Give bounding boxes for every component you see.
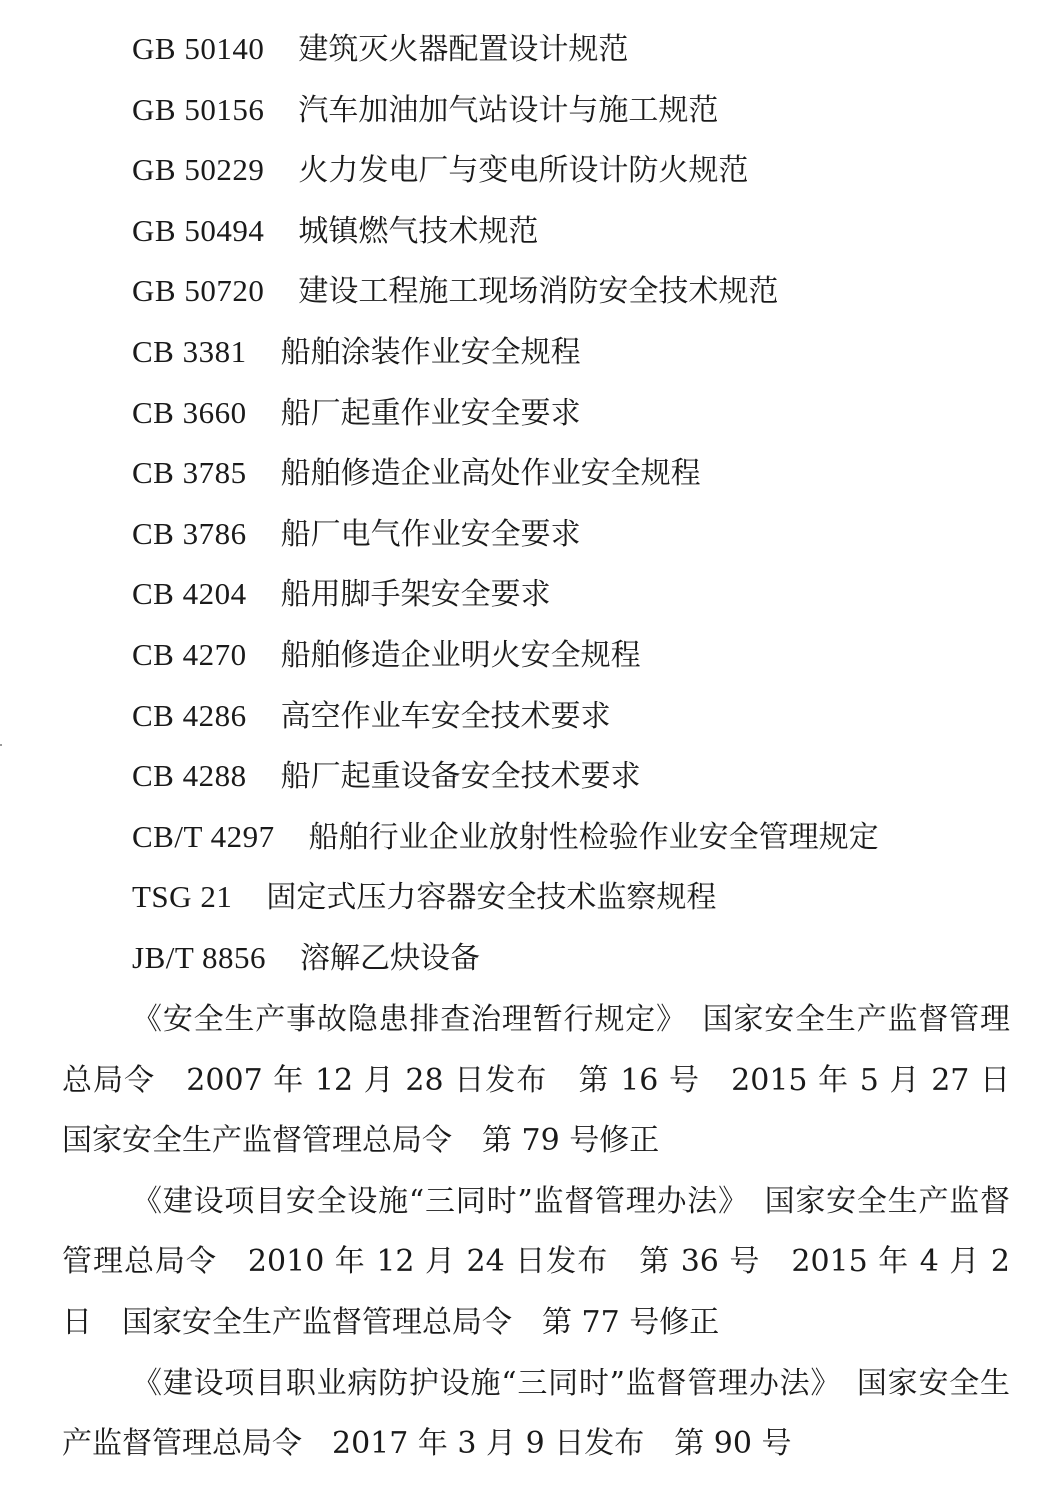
standard-row <box>132 80 1032 141</box>
standard-title: 船厂起重设备安全技术要求 <box>280 759 641 795</box>
standard-title: 船舶行业企业放射性检验作业安全管理规定 <box>308 819 879 855</box>
standard-code: CB/T 4297 <box>132 818 275 854</box>
regulation-paragraph: 《建设项目安全设施“三同时”监督管理办法》 国家安全生产监督管理总局令 2010 年 12 月 24 日发布 第 36 号 2015 年 4 月 2 日 国家安全生产监督管理总局令 第 77 号修正 <box>62 1183 1010 1340</box>
standard-code: CB 4204 <box>132 576 247 612</box>
standard-code: CB 4270 <box>132 636 247 672</box>
standard-row <box>132 383 1032 444</box>
standard-code: GB 50229 <box>132 152 265 188</box>
standard-code: JB/T 8856 <box>132 939 266 975</box>
standard-title: 火力发电厂与变电所设计防火规范 <box>298 153 749 189</box>
regulation-paragraph: 《建设项目职业病防护设施“三同时”监督管理办法》 国家安全生产监督管理总局令 2017 年 3 月 9 日发布 第 90 号 <box>62 1365 1010 1462</box>
standard-title: 船舶修造企业明火安全规程 <box>280 637 641 673</box>
standard-title: 城镇燃气技术规范 <box>298 213 539 249</box>
standard-row <box>132 564 1032 625</box>
standard-row <box>132 19 1032 80</box>
standard-code: GB 50720 <box>132 273 265 309</box>
standard-row <box>132 322 1032 383</box>
standard-code: CB 4286 <box>132 697 247 733</box>
standard-code: GB 50156 <box>132 91 265 127</box>
standard-row <box>132 686 1032 747</box>
standard-row <box>132 201 1032 262</box>
standard-row <box>132 504 1032 565</box>
standard-title: 建筑灭火器配置设计规范 <box>298 32 629 67</box>
standard-row <box>132 807 1032 868</box>
standard-row <box>132 261 1032 322</box>
standard-title: 船舶修造企业高处作业安全规程 <box>280 456 701 492</box>
standard-title: 固定式压力容器安全技术监察规程 <box>266 880 717 916</box>
scan-mark <box>0 744 2 746</box>
regulations-section <box>62 990 1040 1475</box>
standard-code: GB 50494 <box>132 212 265 248</box>
standard-title: 汽车加油加气站设计与施工规范 <box>298 92 719 128</box>
standard-code: CB 3785 <box>132 455 247 491</box>
standard-code: TSG 21 <box>132 879 233 915</box>
standards-list <box>132 19 1032 989</box>
standard-row <box>132 746 1032 807</box>
standard-row <box>132 625 1032 686</box>
standard-code: GB 50140 <box>132 31 265 66</box>
regulation-paragraph: 《安全生产事故隐患排查治理暂行规定》 国家安全生产监督管理总局令 2007 年 12 月 28 日发布 第 16 号 2015 年 5 月 27 日 国家安全生产监督管理总局令 第 79 号修正 <box>62 1002 1040 1159</box>
standard-code: CB 3660 <box>132 394 247 430</box>
standard-code: CB 4288 <box>132 758 247 794</box>
standard-row <box>132 140 1032 201</box>
standard-row <box>132 443 1032 504</box>
standard-title: 船厂起重作业安全要求 <box>280 395 581 431</box>
standard-title: 船舶涂装作业安全规程 <box>280 334 581 370</box>
standard-row <box>132 928 1032 989</box>
standard-code: CB 3786 <box>132 515 247 551</box>
standard-title: 船用脚手架安全要求 <box>280 577 551 613</box>
standard-title: 溶解乙炔设备 <box>299 940 480 976</box>
standard-title: 建设工程施工现场消防安全技术规范 <box>298 274 779 310</box>
standard-title: 船厂电气作业安全要求 <box>280 516 581 552</box>
standard-row <box>132 867 1032 928</box>
standard-title: 高空作业车安全技术要求 <box>280 698 611 734</box>
standard-code: CB 3381 <box>132 333 247 369</box>
